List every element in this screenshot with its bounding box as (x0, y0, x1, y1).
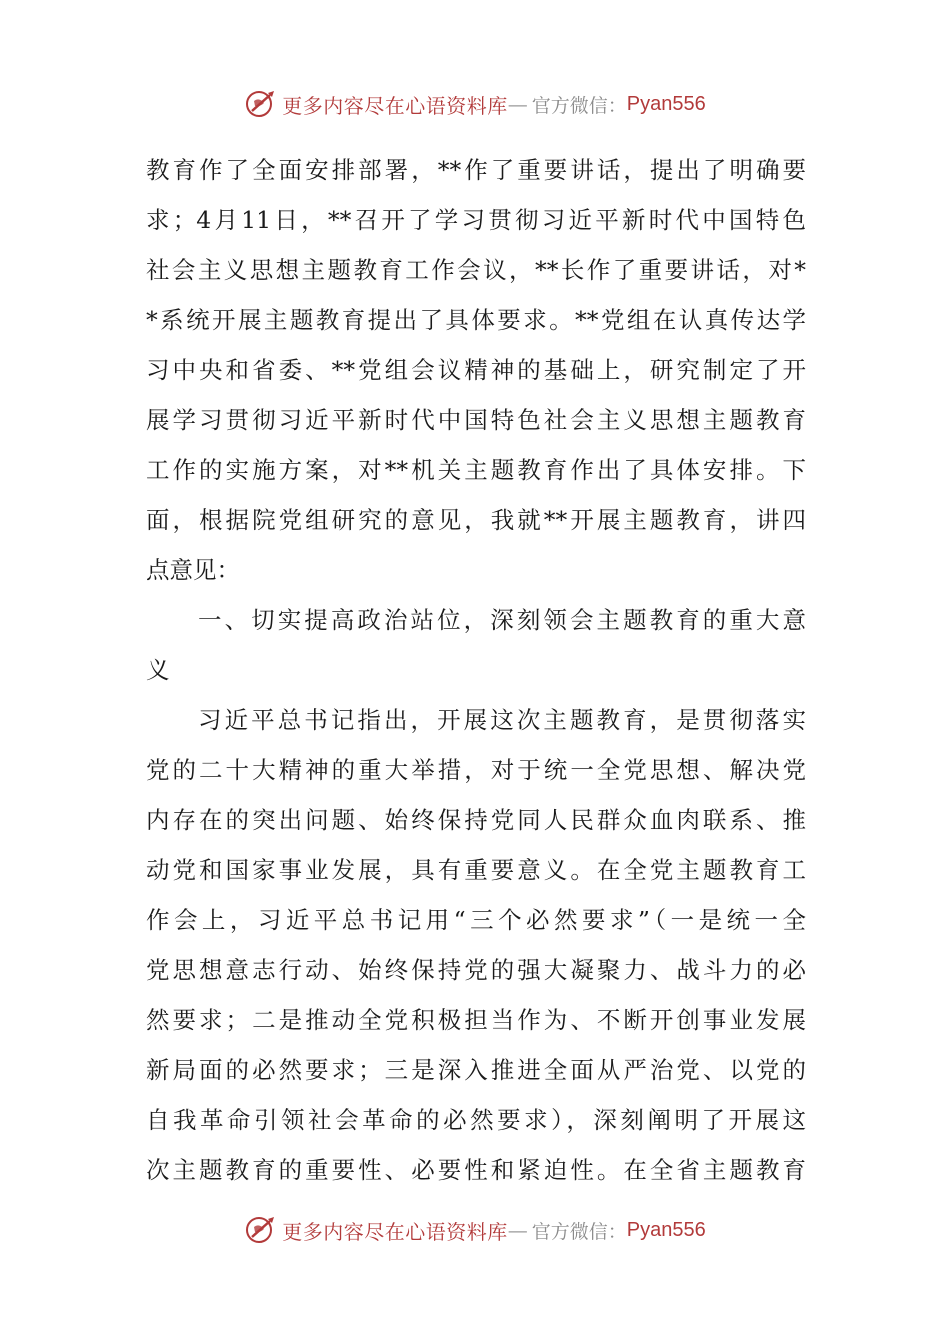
banner-separator: — (507, 1218, 528, 1242)
banner-wechat-label: 官方微信： (531, 94, 627, 117)
text-line: 习近平总书记指出，开展这次主题教育，是贯彻落实 (198, 706, 806, 734)
banner-wechat-label: 官方微信： (531, 1220, 627, 1243)
text-line: 自我革命引领社会革命的必然要求），深刻阐明了开展这 (146, 1106, 806, 1134)
header-banner (0, 84, 950, 124)
text-line: 动党和国家事业发展，具有重要意义。在全党主题教育工 (146, 856, 806, 884)
footer-banner (0, 1210, 950, 1250)
text-line: 党思想意志行动、始终保持党的强大凝聚力、战斗力的必 (146, 956, 806, 984)
text-line: 社会主义思想主题教育工作会议，**长作了重要讲话，对* (146, 256, 806, 284)
text-line: 教育作了全面安排部署，**作了重要讲话，提出了明确要 (146, 156, 806, 184)
text-line: 展学习贯彻习近平新时代中国特色社会主义思想主题教育 (146, 406, 806, 434)
text-line: 面，根据院党组研究的意见，我就**开展主题教育，讲四 (146, 506, 806, 534)
section-heading: 一、切实提高政治站位，深刻领会主题教育的重大意 (198, 606, 806, 634)
pen-logo-icon (244, 1213, 278, 1247)
banner-text: 更多内容尽在心语资料库 (282, 1219, 508, 1244)
banner-wechat-id: Pyan556 (626, 92, 706, 115)
document-body (146, 145, 806, 1195)
text-line: 次主题教育的重要性、必要性和紧迫性。在全省主题教育 (146, 1156, 806, 1184)
section-heading-continued: 义 (146, 656, 170, 684)
text-line: 然要求；二是推动全党积极担当作为、不断开创事业发展 (146, 1006, 806, 1034)
pen-logo-icon (244, 87, 278, 121)
text-line: 求；4月11日，**召开了学习贯彻习近平新时代中国特色 (146, 206, 806, 234)
text-line: 工作的实施方案，对**机关主题教育作出了具体安排。下 (146, 456, 806, 484)
text-line: *系统开展主题教育提出了具体要求。**党组在认真传达学 (146, 306, 806, 334)
text-line: 作会上，习近平总书记用“三个必然要求”（一是统一全 (146, 906, 806, 934)
text-line: 内存在的突出问题、始终保持党同人民群众血肉联系、推 (146, 806, 806, 834)
text-line: 新局面的必然要求；三是深入推进全面从严治党、以党的 (146, 1056, 806, 1084)
banner-text: 更多内容尽在心语资料库 (282, 93, 508, 118)
text-line: 党的二十大精神的重大举措，对于统一全党思想、解决党 (146, 756, 806, 784)
text-line: 点意见： (146, 556, 240, 584)
banner-separator: — (507, 92, 528, 116)
text-line: 习中央和省委、**党组会议精神的基础上，研究制定了开 (146, 356, 806, 384)
banner-wechat-id: Pyan556 (626, 1218, 706, 1241)
